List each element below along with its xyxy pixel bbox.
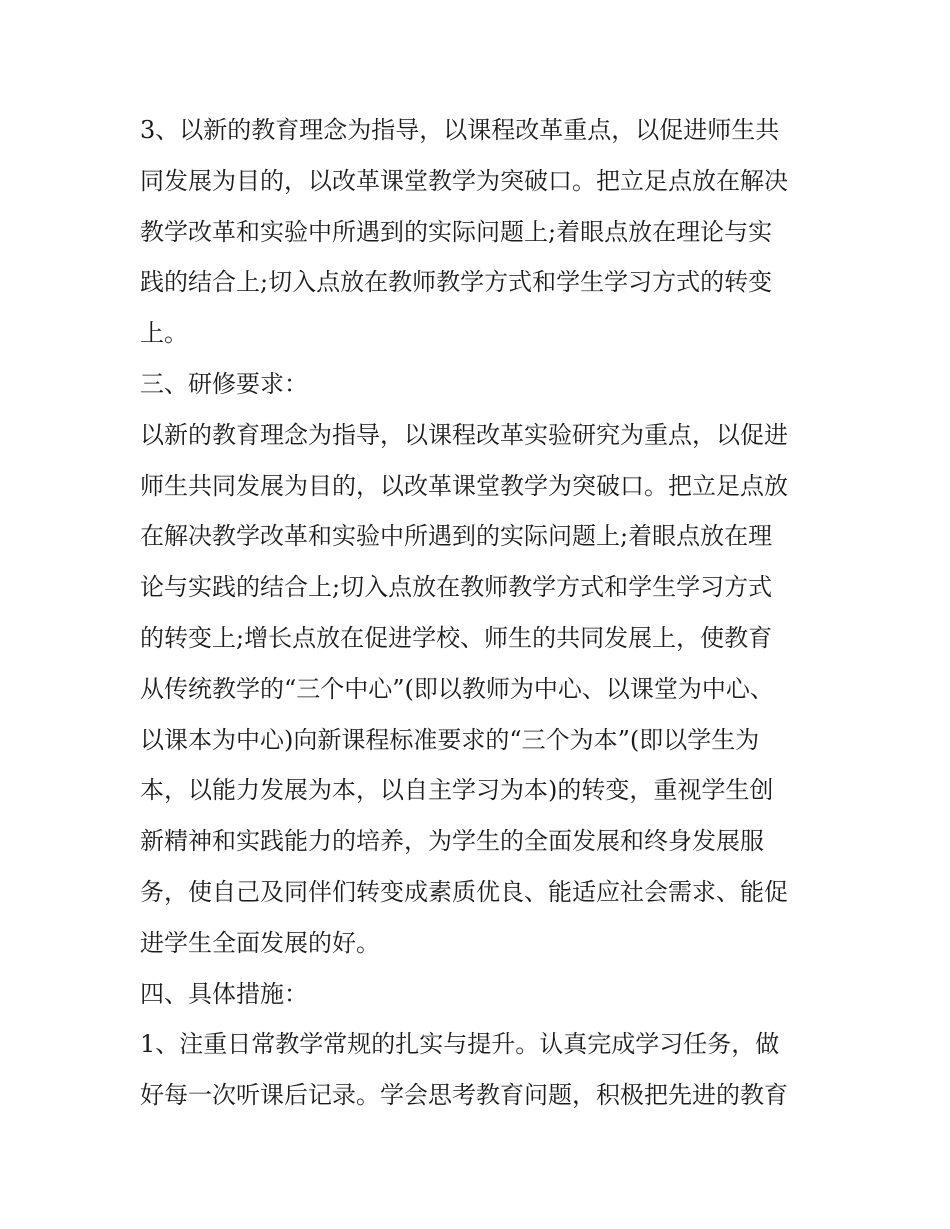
text-line: 1、注重日常教学常规的扎实与提升。认真完成学习任务，做 [140, 1030, 780, 1059]
text-line: 3、以新的教育理念为指导，以课程改革重点，以促进师生共 [140, 116, 780, 144]
section-heading: 四、具体措施： [140, 979, 308, 1008]
text-line: 同发展为目的，以改革课堂教学为突破口。把立足点放在解决 [140, 166, 788, 195]
section-heading: 三、研修要求： [140, 369, 308, 398]
text-line: 教学改革和实验中所遇到的实际问题上;着眼点放在理论与实 [140, 217, 773, 246]
text-line: 师生共同发展为目的，以改革课堂教学为突破口。把立足点放 [140, 471, 788, 500]
text-line: 从传统教学的“三个中心”(即以教师为中心、以课堂为中心、 [140, 674, 774, 703]
text-line: 的转变上;增长点放在促进学校、师生的共同发展上，使教育 [140, 623, 773, 652]
text-line: 以课本为中心)向新课程标准要求的“三个为本”(即以学生为 [140, 725, 760, 754]
text-line: 践的结合上;切入点放在教师教学方式和学生学习方式的转变 [140, 268, 773, 297]
document-body [140, 105, 830, 1121]
text-line: 本，以能力发展为本，以自主学习为本)的转变，重视学生创 [140, 776, 774, 805]
text-line: 新精神和实践能力的培养，为学生的全面发展和终身发展服 [140, 827, 764, 856]
text-line: 以新的教育理念为指导，以课程改革实验研究为重点，以促进 [140, 420, 788, 449]
text-line: 好每一次听课后记录。学会思考教育问题，积极把先进的教育 [140, 1081, 788, 1110]
text-line: 论与实践的结合上;切入点放在教师教学方式和学生学习方式 [140, 573, 773, 602]
text-line: 进学生全面发展的好。 [140, 928, 380, 957]
text-line: 在解决教学改革和实验中所遇到的实际问题上;着眼点放在理 [140, 522, 773, 551]
text-line: 上。 [140, 319, 188, 348]
text-line: 务，使自己及同伴们转变成素质优良、能适应社会需求、能促 [140, 877, 788, 906]
